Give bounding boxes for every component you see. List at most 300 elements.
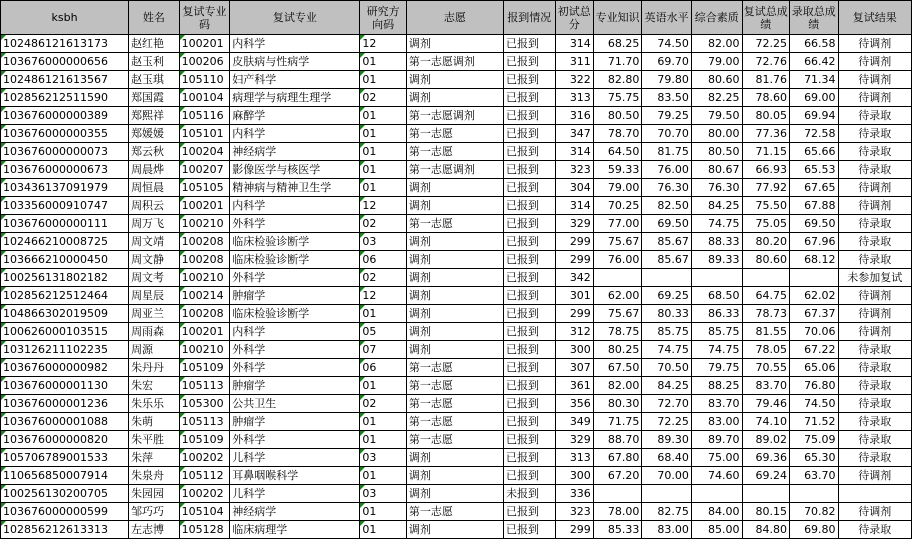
table-row[interactable] [1, 449, 912, 467]
cell-major-code[interactable] [179, 521, 230, 539]
cell-major[interactable]: 耳鼻咽喉科学 [230, 467, 360, 485]
cell-name[interactable]: 朱园园 [129, 485, 180, 503]
cell-english[interactable]: 83.00 [642, 521, 692, 539]
cell-knowledge[interactable]: 76.00 [593, 251, 642, 269]
cell-admission-total[interactable]: 74.50 [790, 395, 839, 413]
cell-checkin[interactable]: 已报到 [503, 71, 555, 89]
cell-ksbh[interactable] [1, 71, 129, 89]
cell-quality[interactable]: 88.33 [691, 233, 742, 251]
cell-retest-total[interactable]: 75.05 [742, 215, 790, 233]
cell-major[interactable]: 临床检验诊断学 [230, 305, 360, 323]
cell-quality[interactable]: 80.67 [691, 161, 742, 179]
cell-english[interactable]: 69.25 [642, 287, 692, 305]
cell-english[interactable]: 85.75 [642, 323, 692, 341]
cell-initial-score[interactable]: 322 [555, 71, 593, 89]
cell-major-code[interactable] [179, 53, 230, 71]
cell-checkin[interactable]: 已报到 [503, 251, 555, 269]
cell-direction-code[interactable] [360, 305, 406, 323]
cell-result[interactable]: 待录取 [838, 107, 911, 125]
cell-direction-code[interactable] [360, 521, 406, 539]
cell-preference[interactable]: 调剂 [406, 521, 503, 539]
cell-retest-total[interactable]: 66.93 [742, 161, 790, 179]
cell-ksbh[interactable] [1, 143, 129, 161]
cell-admission-total[interactable]: 71.34 [790, 71, 839, 89]
cell-preference[interactable]: 调剂 [406, 269, 503, 287]
cell-name[interactable]: 朱泉舟 [129, 467, 180, 485]
table-row[interactable] [1, 521, 912, 539]
cell-quality[interactable]: 79.50 [691, 107, 742, 125]
cell-knowledge[interactable]: 67.80 [593, 449, 642, 467]
cell-preference[interactable]: 第一志愿 [406, 125, 503, 143]
cell-english[interactable]: 89.30 [642, 431, 692, 449]
cell-major-code[interactable] [179, 341, 230, 359]
table-row[interactable] [1, 323, 912, 341]
table-row[interactable] [1, 215, 912, 233]
cell-preference[interactable]: 第一志愿 [406, 143, 503, 161]
cell-quality[interactable]: 83.00 [691, 413, 742, 431]
cell-checkin[interactable]: 已报到 [503, 503, 555, 521]
cell-checkin[interactable]: 已报到 [503, 53, 555, 71]
column-header-direction-code[interactable]: 研究方向码 [360, 1, 406, 35]
cell-major-code[interactable] [179, 143, 230, 161]
cell-english[interactable]: 70.00 [642, 467, 692, 485]
cell-english[interactable]: 82.50 [642, 197, 692, 215]
cell-name[interactable]: 周恒晨 [129, 179, 180, 197]
table-row[interactable] [1, 359, 912, 377]
cell-english[interactable]: 70.70 [642, 125, 692, 143]
cell-name[interactable]: 周晨烨 [129, 161, 180, 179]
cell-result[interactable]: 待录取 [838, 521, 911, 539]
cell-initial-score[interactable]: 356 [555, 395, 593, 413]
cell-admission-total[interactable]: 67.96 [790, 233, 839, 251]
cell-direction-code[interactable] [360, 251, 406, 269]
cell-initial-score[interactable]: 329 [555, 215, 593, 233]
cell-quality[interactable]: 80.60 [691, 71, 742, 89]
cell-direction-code[interactable] [360, 215, 406, 233]
cell-major[interactable]: 外科学 [230, 269, 360, 287]
cell-result[interactable]: 待调剂 [838, 305, 911, 323]
cell-retest-total[interactable]: 81.76 [742, 71, 790, 89]
cell-checkin[interactable]: 未报到 [503, 485, 555, 503]
cell-english[interactable]: 79.25 [642, 107, 692, 125]
cell-ksbh[interactable] [1, 449, 129, 467]
table-row[interactable] [1, 467, 912, 485]
cell-name[interactable]: 左志博 [129, 521, 180, 539]
cell-admission-total[interactable]: 76.80 [790, 377, 839, 395]
cell-checkin[interactable]: 已报到 [503, 215, 555, 233]
cell-major-code[interactable] [179, 413, 230, 431]
cell-direction-code[interactable] [360, 71, 406, 89]
cell-name[interactable]: 赵玉琪 [129, 71, 180, 89]
cell-result[interactable]: 待调剂 [838, 197, 911, 215]
cell-ksbh[interactable] [1, 341, 129, 359]
cell-major-code[interactable] [179, 305, 230, 323]
cell-checkin[interactable]: 已报到 [503, 143, 555, 161]
cell-major[interactable]: 外科学 [230, 431, 360, 449]
cell-retest-total[interactable]: 64.75 [742, 287, 790, 305]
cell-knowledge[interactable]: 80.25 [593, 341, 642, 359]
cell-ksbh[interactable] [1, 251, 129, 269]
table-row[interactable] [1, 53, 912, 71]
cell-ksbh[interactable] [1, 197, 129, 215]
cell-preference[interactable]: 第一志愿 [406, 215, 503, 233]
cell-checkin[interactable]: 已报到 [503, 467, 555, 485]
table-row[interactable] [1, 107, 912, 125]
cell-preference[interactable]: 第一志愿调剂 [406, 161, 503, 179]
column-header-admission-total[interactable]: 录取总成绩 [790, 1, 839, 35]
cell-major[interactable]: 儿科学 [230, 449, 360, 467]
cell-initial-score[interactable]: 311 [555, 53, 593, 71]
cell-checkin[interactable]: 已报到 [503, 359, 555, 377]
cell-initial-score[interactable]: 313 [555, 89, 593, 107]
cell-name[interactable]: 郑云秋 [129, 143, 180, 161]
cell-quality[interactable]: 86.33 [691, 305, 742, 323]
cell-major-code[interactable] [179, 35, 230, 53]
cell-quality[interactable] [691, 269, 742, 287]
cell-preference[interactable]: 调剂 [406, 449, 503, 467]
cell-direction-code[interactable] [360, 485, 406, 503]
column-header-checkin[interactable]: 报到情况 [503, 1, 555, 35]
cell-preference[interactable]: 第一志愿 [406, 377, 503, 395]
cell-major[interactable]: 神经病学 [230, 503, 360, 521]
cell-preference[interactable]: 调剂 [406, 233, 503, 251]
cell-checkin[interactable]: 已报到 [503, 89, 555, 107]
cell-checkin[interactable]: 已报到 [503, 179, 555, 197]
cell-knowledge[interactable]: 71.70 [593, 53, 642, 71]
cell-direction-code[interactable] [360, 503, 406, 521]
cell-checkin[interactable]: 已报到 [503, 521, 555, 539]
cell-preference[interactable]: 调剂 [406, 35, 503, 53]
cell-retest-total[interactable]: 74.10 [742, 413, 790, 431]
table-row[interactable] [1, 503, 912, 521]
cell-knowledge[interactable]: 78.00 [593, 503, 642, 521]
cell-retest-total[interactable]: 71.15 [742, 143, 790, 161]
cell-english[interactable]: 72.25 [642, 413, 692, 431]
cell-admission-total[interactable]: 67.88 [790, 197, 839, 215]
cell-direction-code[interactable] [360, 377, 406, 395]
cell-major-code[interactable] [179, 323, 230, 341]
cell-preference[interactable]: 第一志愿 [406, 413, 503, 431]
cell-admission-total[interactable]: 69.00 [790, 89, 839, 107]
cell-direction-code[interactable] [360, 107, 406, 125]
cell-admission-total[interactable]: 68.12 [790, 251, 839, 269]
cell-result[interactable]: 待录取 [838, 341, 911, 359]
cell-major[interactable]: 麻醉学 [230, 107, 360, 125]
cell-ksbh[interactable] [1, 359, 129, 377]
table-row[interactable] [1, 125, 912, 143]
cell-name[interactable]: 周雨森 [129, 323, 180, 341]
cell-major[interactable]: 神经病学 [230, 143, 360, 161]
cell-retest-total[interactable]: 80.20 [742, 233, 790, 251]
table-row[interactable] [1, 251, 912, 269]
cell-preference[interactable]: 调剂 [406, 323, 503, 341]
cell-direction-code[interactable] [360, 287, 406, 305]
cell-english[interactable]: 69.50 [642, 215, 692, 233]
cell-result[interactable]: 待录取 [838, 215, 911, 233]
cell-quality[interactable]: 84.25 [691, 197, 742, 215]
cell-initial-score[interactable]: 307 [555, 359, 593, 377]
cell-preference[interactable]: 调剂 [406, 305, 503, 323]
cell-ksbh[interactable] [1, 467, 129, 485]
cell-major-code[interactable] [179, 71, 230, 89]
cell-major[interactable]: 临床检验诊断学 [230, 233, 360, 251]
cell-checkin[interactable]: 已报到 [503, 377, 555, 395]
cell-initial-score[interactable]: 299 [555, 251, 593, 269]
cell-initial-score[interactable]: 314 [555, 197, 593, 215]
cell-preference[interactable]: 第一志愿 [406, 503, 503, 521]
cell-initial-score[interactable]: 314 [555, 143, 593, 161]
cell-knowledge[interactable]: 75.67 [593, 233, 642, 251]
cell-english[interactable]: 72.70 [642, 395, 692, 413]
cell-checkin[interactable]: 已报到 [503, 305, 555, 323]
cell-direction-code[interactable] [360, 35, 406, 53]
cell-english[interactable]: 80.33 [642, 305, 692, 323]
cell-name[interactable]: 朱萍 [129, 449, 180, 467]
cell-quality[interactable]: 79.00 [691, 53, 742, 71]
cell-name[interactable]: 周亚兰 [129, 305, 180, 323]
cell-retest-total[interactable]: 72.76 [742, 53, 790, 71]
column-header-major[interactable]: 复试专业 [230, 1, 360, 35]
cell-checkin[interactable]: 已报到 [503, 197, 555, 215]
cell-admission-total[interactable]: 65.06 [790, 359, 839, 377]
cell-checkin[interactable]: 已报到 [503, 107, 555, 125]
cell-result[interactable]: 待录取 [838, 161, 911, 179]
table-row[interactable] [1, 143, 912, 161]
cell-admission-total[interactable]: 72.58 [790, 125, 839, 143]
cell-checkin[interactable]: 已报到 [503, 431, 555, 449]
table-row[interactable] [1, 413, 912, 431]
cell-ksbh[interactable] [1, 305, 129, 323]
cell-english[interactable]: 74.50 [642, 35, 692, 53]
cell-preference[interactable]: 调剂 [406, 71, 503, 89]
cell-major[interactable]: 影像医学与核医学 [230, 161, 360, 179]
cell-major[interactable]: 皮肤病与性病学 [230, 53, 360, 71]
cell-initial-score[interactable]: 299 [555, 233, 593, 251]
cell-admission-total[interactable]: 70.82 [790, 503, 839, 521]
cell-knowledge[interactable]: 85.33 [593, 521, 642, 539]
cell-knowledge[interactable]: 67.20 [593, 467, 642, 485]
cell-english[interactable]: 85.67 [642, 251, 692, 269]
cell-name[interactable]: 赵玉利 [129, 53, 180, 71]
cell-english[interactable]: 69.70 [642, 53, 692, 71]
table-row[interactable] [1, 377, 912, 395]
cell-retest-total[interactable]: 77.92 [742, 179, 790, 197]
cell-retest-total[interactable]: 77.36 [742, 125, 790, 143]
cell-retest-total[interactable]: 70.55 [742, 359, 790, 377]
cell-preference[interactable]: 调剂 [406, 467, 503, 485]
table-row[interactable] [1, 197, 912, 215]
cell-admission-total[interactable]: 67.65 [790, 179, 839, 197]
cell-retest-total[interactable] [742, 269, 790, 287]
table-row[interactable] [1, 233, 912, 251]
table-row[interactable] [1, 341, 912, 359]
cell-ksbh[interactable] [1, 323, 129, 341]
cell-checkin[interactable]: 已报到 [503, 161, 555, 179]
cell-major[interactable]: 肿瘤学 [230, 377, 360, 395]
cell-preference[interactable]: 第一志愿 [406, 395, 503, 413]
cell-knowledge[interactable]: 75.67 [593, 305, 642, 323]
cell-direction-code[interactable] [360, 341, 406, 359]
cell-name[interactable]: 周星辰 [129, 287, 180, 305]
cell-direction-code[interactable] [360, 395, 406, 413]
cell-retest-total[interactable]: 81.55 [742, 323, 790, 341]
cell-english[interactable]: 85.67 [642, 233, 692, 251]
cell-result[interactable]: 待录取 [838, 143, 911, 161]
cell-direction-code[interactable] [360, 359, 406, 377]
cell-ksbh[interactable] [1, 521, 129, 539]
cell-major[interactable]: 内科学 [230, 35, 360, 53]
cell-major-code[interactable] [179, 251, 230, 269]
cell-knowledge[interactable]: 70.25 [593, 197, 642, 215]
cell-admission-total[interactable]: 71.52 [790, 413, 839, 431]
cell-retest-total[interactable]: 72.25 [742, 35, 790, 53]
cell-admission-total[interactable]: 65.66 [790, 143, 839, 161]
column-header-initial-score[interactable]: 初试总分 [555, 1, 593, 35]
cell-name[interactable]: 朱丹丹 [129, 359, 180, 377]
cell-ksbh[interactable] [1, 125, 129, 143]
cell-ksbh[interactable] [1, 269, 129, 287]
table-row[interactable] [1, 287, 912, 305]
cell-ksbh[interactable] [1, 161, 129, 179]
cell-major-code[interactable] [179, 215, 230, 233]
cell-quality[interactable]: 75.00 [691, 449, 742, 467]
cell-result[interactable]: 待调剂 [838, 287, 911, 305]
cell-result[interactable]: 待调剂 [838, 179, 911, 197]
cell-english[interactable]: 82.75 [642, 503, 692, 521]
cell-name[interactable]: 周源 [129, 341, 180, 359]
cell-ksbh[interactable] [1, 485, 129, 503]
table-row[interactable] [1, 161, 912, 179]
cell-quality[interactable]: 74.75 [691, 341, 742, 359]
cell-knowledge[interactable]: 68.25 [593, 35, 642, 53]
cell-direction-code[interactable] [360, 197, 406, 215]
column-header-quality[interactable]: 综合素质 [691, 1, 742, 35]
cell-ksbh[interactable] [1, 413, 129, 431]
cell-direction-code[interactable] [360, 125, 406, 143]
cell-preference[interactable]: 第一志愿 [406, 431, 503, 449]
cell-retest-total[interactable]: 89.02 [742, 431, 790, 449]
cell-retest-total[interactable]: 79.46 [742, 395, 790, 413]
cell-checkin[interactable]: 已报到 [503, 341, 555, 359]
cell-knowledge[interactable] [593, 485, 642, 503]
cell-initial-score[interactable]: 349 [555, 413, 593, 431]
cell-name[interactable]: 郑熙祥 [129, 107, 180, 125]
cell-admission-total[interactable]: 67.37 [790, 305, 839, 323]
column-header-preference[interactable]: 志愿 [406, 1, 503, 35]
cell-major-code[interactable] [179, 179, 230, 197]
cell-quality[interactable]: 74.60 [691, 467, 742, 485]
table-row[interactable] [1, 395, 912, 413]
cell-knowledge[interactable]: 77.00 [593, 215, 642, 233]
cell-admission-total[interactable]: 63.70 [790, 467, 839, 485]
cell-major[interactable]: 内科学 [230, 323, 360, 341]
column-header-major-code[interactable]: 复试专业码 [179, 1, 230, 35]
cell-knowledge[interactable]: 79.00 [593, 179, 642, 197]
cell-retest-total[interactable]: 75.50 [742, 197, 790, 215]
cell-admission-total[interactable]: 69.80 [790, 521, 839, 539]
cell-major-code[interactable] [179, 503, 230, 521]
cell-ksbh[interactable] [1, 89, 129, 107]
cell-knowledge[interactable]: 71.75 [593, 413, 642, 431]
cell-knowledge[interactable]: 80.30 [593, 395, 642, 413]
cell-preference[interactable]: 调剂 [406, 197, 503, 215]
cell-major[interactable]: 精神病与精神卫生学 [230, 179, 360, 197]
cell-initial-score[interactable]: 304 [555, 179, 593, 197]
cell-result[interactable]: 待调剂 [838, 71, 911, 89]
cell-direction-code[interactable] [360, 431, 406, 449]
cell-checkin[interactable]: 已报到 [503, 449, 555, 467]
cell-result[interactable]: 待调剂 [838, 35, 911, 53]
cell-name[interactable]: 邹巧巧 [129, 503, 180, 521]
cell-result[interactable]: 待调剂 [838, 53, 911, 71]
cell-initial-score[interactable]: 312 [555, 323, 593, 341]
cell-result[interactable]: 待录取 [838, 377, 911, 395]
cell-preference[interactable]: 第一志愿 [406, 359, 503, 377]
cell-ksbh[interactable] [1, 53, 129, 71]
cell-english[interactable]: 84.25 [642, 377, 692, 395]
cell-quality[interactable]: 85.00 [691, 521, 742, 539]
cell-knowledge[interactable] [593, 269, 642, 287]
cell-retest-total[interactable]: 69.24 [742, 467, 790, 485]
cell-quality[interactable]: 80.00 [691, 125, 742, 143]
cell-major-code[interactable] [179, 161, 230, 179]
cell-retest-total[interactable]: 80.05 [742, 107, 790, 125]
cell-result[interactable]: 待录取 [838, 359, 911, 377]
cell-major[interactable]: 内科学 [230, 197, 360, 215]
cell-admission-total[interactable]: 69.94 [790, 107, 839, 125]
cell-name[interactable]: 郑国霞 [129, 89, 180, 107]
cell-result[interactable]: 待调剂 [838, 467, 911, 485]
cell-direction-code[interactable] [360, 413, 406, 431]
cell-initial-score[interactable]: 313 [555, 449, 593, 467]
cell-major[interactable]: 肿瘤学 [230, 287, 360, 305]
cell-quality[interactable] [691, 485, 742, 503]
column-header-knowledge[interactable]: 专业知识 [593, 1, 642, 35]
cell-preference[interactable]: 第一志愿调剂 [406, 107, 503, 125]
cell-english[interactable]: 74.75 [642, 341, 692, 359]
cell-knowledge[interactable]: 88.70 [593, 431, 642, 449]
cell-major-code[interactable] [179, 197, 230, 215]
cell-admission-total[interactable]: 67.22 [790, 341, 839, 359]
cell-english[interactable] [642, 269, 692, 287]
cell-initial-score[interactable]: 300 [555, 341, 593, 359]
cell-major-code[interactable] [179, 107, 230, 125]
cell-quality[interactable]: 82.00 [691, 35, 742, 53]
column-header-english[interactable]: 英语水平 [642, 1, 692, 35]
cell-checkin[interactable]: 已报到 [503, 287, 555, 305]
cell-quality[interactable]: 76.30 [691, 179, 742, 197]
cell-preference[interactable]: 调剂 [406, 251, 503, 269]
cell-admission-total[interactable]: 65.30 [790, 449, 839, 467]
cell-result[interactable]: 待调剂 [838, 323, 911, 341]
cell-major-code[interactable] [179, 125, 230, 143]
cell-result[interactable]: 待录取 [838, 431, 911, 449]
cell-major-code[interactable] [179, 359, 230, 377]
cell-result[interactable]: 待录取 [838, 125, 911, 143]
cell-major[interactable]: 外科学 [230, 341, 360, 359]
cell-checkin[interactable]: 已报到 [503, 233, 555, 251]
cell-knowledge[interactable]: 62.00 [593, 287, 642, 305]
cell-name[interactable]: 周文考 [129, 269, 180, 287]
cell-name[interactable]: 朱平胜 [129, 431, 180, 449]
cell-admission-total[interactable] [790, 485, 839, 503]
cell-initial-score[interactable]: 314 [555, 35, 593, 53]
cell-ksbh[interactable] [1, 35, 129, 53]
cell-initial-score[interactable]: 347 [555, 125, 593, 143]
cell-retest-total[interactable]: 80.15 [742, 503, 790, 521]
cell-ksbh[interactable] [1, 287, 129, 305]
cell-knowledge[interactable]: 59.33 [593, 161, 642, 179]
